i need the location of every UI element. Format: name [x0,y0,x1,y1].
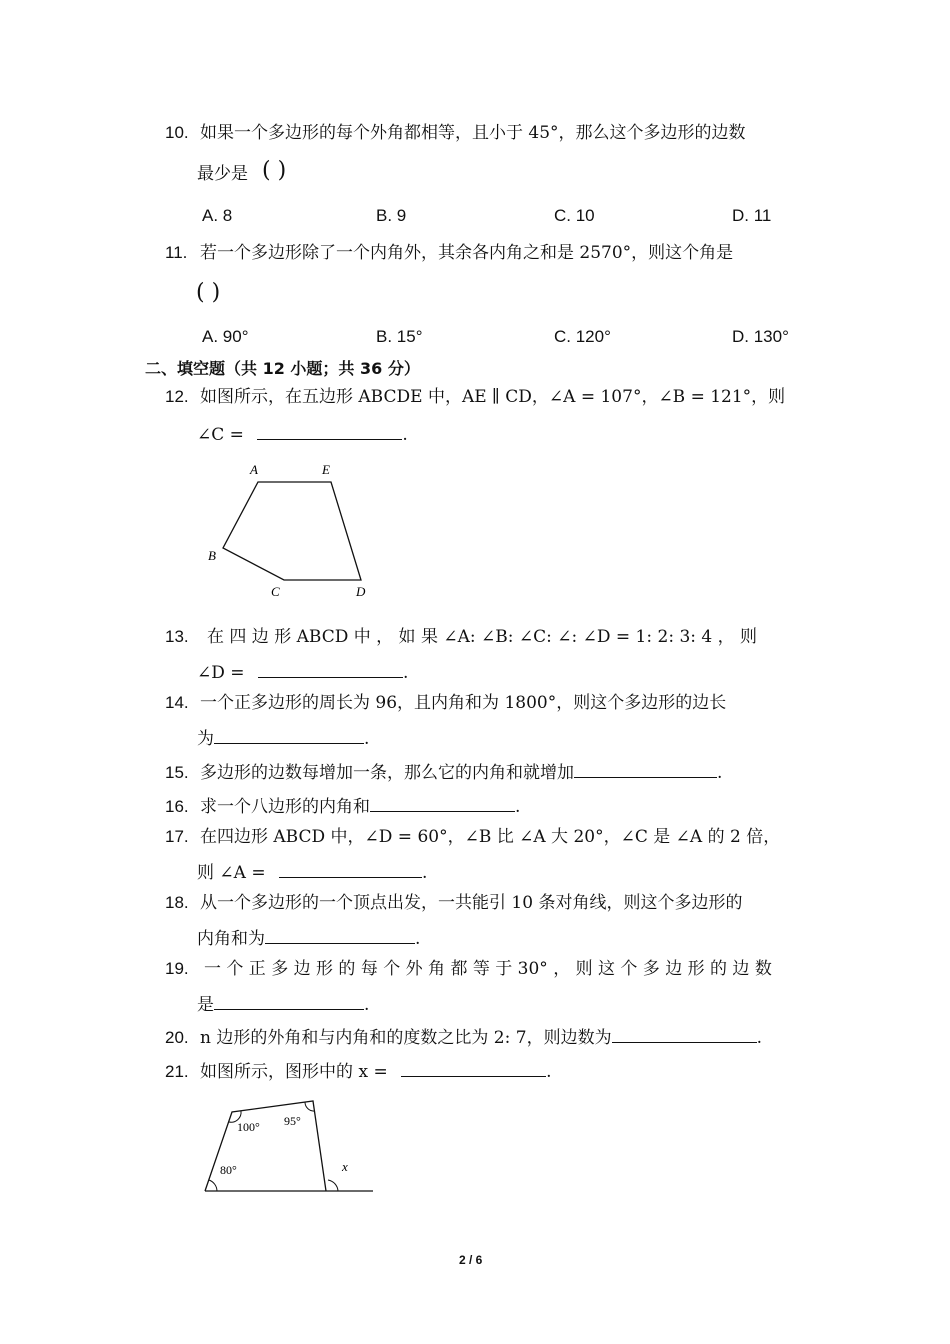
vertex-label-c: C [271,584,280,599]
vertex-label-d: D [356,584,366,599]
angle-arc-80 [209,1180,217,1191]
q18-line2-prefix: 内角和为 [197,929,265,949]
q18-text-line2 [197,925,420,950]
q13-text-line2 [197,659,408,684]
vertex-label-e: E [322,462,330,477]
angle-label-95: 95° [284,1114,301,1128]
angle-label-80: 80° [220,1163,237,1177]
q19-text-line1: 一 个 正 多 边 形 的 每 个 外 角 都 等 于 30° ， 则 这 个 多 边 形 的 边 数 [204,959,772,979]
q14-number: 14. [165,693,189,712]
q20-tail: . [756,1028,762,1048]
q12-number: 12. [165,387,189,406]
q21-number: 21. [165,1062,189,1081]
q10-option-b: B. 9 [376,206,407,225]
q10-number: 10. [165,123,189,142]
q15-line [165,759,722,784]
q10-answer-paren: ( ) [262,158,287,183]
q11-number: 11. [165,243,188,262]
q12-text-line2 [197,421,408,446]
q21-answer-blank[interactable] [401,1058,546,1077]
q18-answer-blank[interactable] [265,925,415,944]
q15-text: 多边形的边数每增加一条，那么它的内角和就增加 [200,763,575,783]
q10-option-a: A. 8 [202,206,233,225]
q19-line2-prefix: 是 [197,995,214,1015]
q15-number: 15. [165,763,189,782]
q15-tail: . [717,763,723,783]
q11-option-a: A. 90° [202,327,249,346]
q18-number: 18. [165,893,189,912]
q20-line [165,1024,762,1049]
q21-text: 如图所示，图形中的 x = [200,1062,388,1082]
q13-tail: . [402,663,409,683]
q12-text-line1: 如图所示，在五边形 ABCDE 中，AE ∥ CD，∠A = 107°，∠B = 121°，则 [200,387,786,407]
page-number: 2 / 6 [459,1253,483,1267]
q16-tail: . [515,797,521,817]
q10-text-line2: 最少是 [197,164,248,184]
pentagon-shape [223,482,361,580]
q14-answer-blank[interactable] [214,725,364,744]
q17-answer-blank[interactable] [279,859,422,878]
q11-text-line1: 若一个多边形除了一个内角外，其余各内角之和是 2570°，则这个角是 [200,243,734,263]
q17-line2-prefix: 则 ∠A = [197,863,266,883]
q13-number: 13. [165,627,189,646]
q10-text-line1: 如果一个多边形的每个外角都相等，且小于 45°，那么这个多边形的边数 [200,123,746,143]
q20-number: 20. [165,1028,189,1047]
q17-number: 17. [165,827,189,846]
q14-text-line2 [197,725,369,750]
q21-line [165,1058,552,1083]
vertex-label-a: A [250,462,258,477]
q16-line [165,793,520,818]
quadrilateral-figure [195,1095,380,1200]
q12-tail: . [402,425,408,445]
q11-answer-paren: ( ) [196,280,221,305]
q19-text-line2 [197,991,369,1016]
q17-text-line2 [197,859,427,884]
q11-option-b: B. 15° [376,327,423,346]
q16-number: 16. [165,797,189,816]
q16-text: 求一个八边形的内角和 [200,797,371,817]
q21-tail: . [546,1062,552,1082]
q19-answer-blank[interactable] [214,991,364,1010]
vertex-label-b: B [208,548,216,563]
q12-answer-blank[interactable] [257,421,402,440]
q18-text-line1: 从一个多边形的一个顶点出发，一共能引 10 条对角线，则这个多边形的 [200,893,743,913]
q14-line2-prefix: 为 [197,729,214,749]
q17-text-line1: 在四边形 ABCD 中，∠D = 60°，∠B 比 ∠A 大 20°，∠C 是 ∠A 的 2 倍， [200,827,781,847]
q19-number: 19. [165,959,189,978]
q11-option-c: C. 120° [554,327,611,346]
angle-label-100: 100° [237,1120,260,1134]
q15-answer-blank[interactable] [574,759,717,778]
q13-answer-blank[interactable] [258,659,403,678]
angle-label-x: x [342,1159,348,1174]
q18-tail: . [415,929,421,949]
q20-text: n 边形的外角和与内角和的度数之比为 2: 7，则边数为 [200,1028,612,1048]
q12-line2-prefix: ∠C = [197,425,244,445]
angle-arc-x [328,1180,338,1191]
q10-option-d: D. 11 [732,206,772,225]
q17-tail: . [421,863,428,883]
q19-tail: . [364,995,370,1015]
section-heading: 二、填空题（共 12 小题；共 36 分） [145,359,420,378]
q14-tail: . [364,729,370,749]
q13-text-line1: 在 四 边 形 ABCD 中 ， 如 果 ∠A: ∠B: ∠C: ∠: ∠D = 1: 2: 3: 4 ， 则 [207,627,758,647]
q10-option-c: C. 10 [554,206,595,225]
q16-answer-blank[interactable] [370,793,515,812]
quadrilateral-shape [205,1101,326,1191]
q13-line2-prefix: ∠D = [197,663,245,683]
pentagon-figure [200,455,380,605]
q14-text-line1: 一个正多边形的周长为 96，且内角和为 1800°，则这个多边形的边长 [200,693,727,713]
q20-answer-blank[interactable] [612,1024,757,1043]
q11-option-d: D. 130° [732,327,789,346]
